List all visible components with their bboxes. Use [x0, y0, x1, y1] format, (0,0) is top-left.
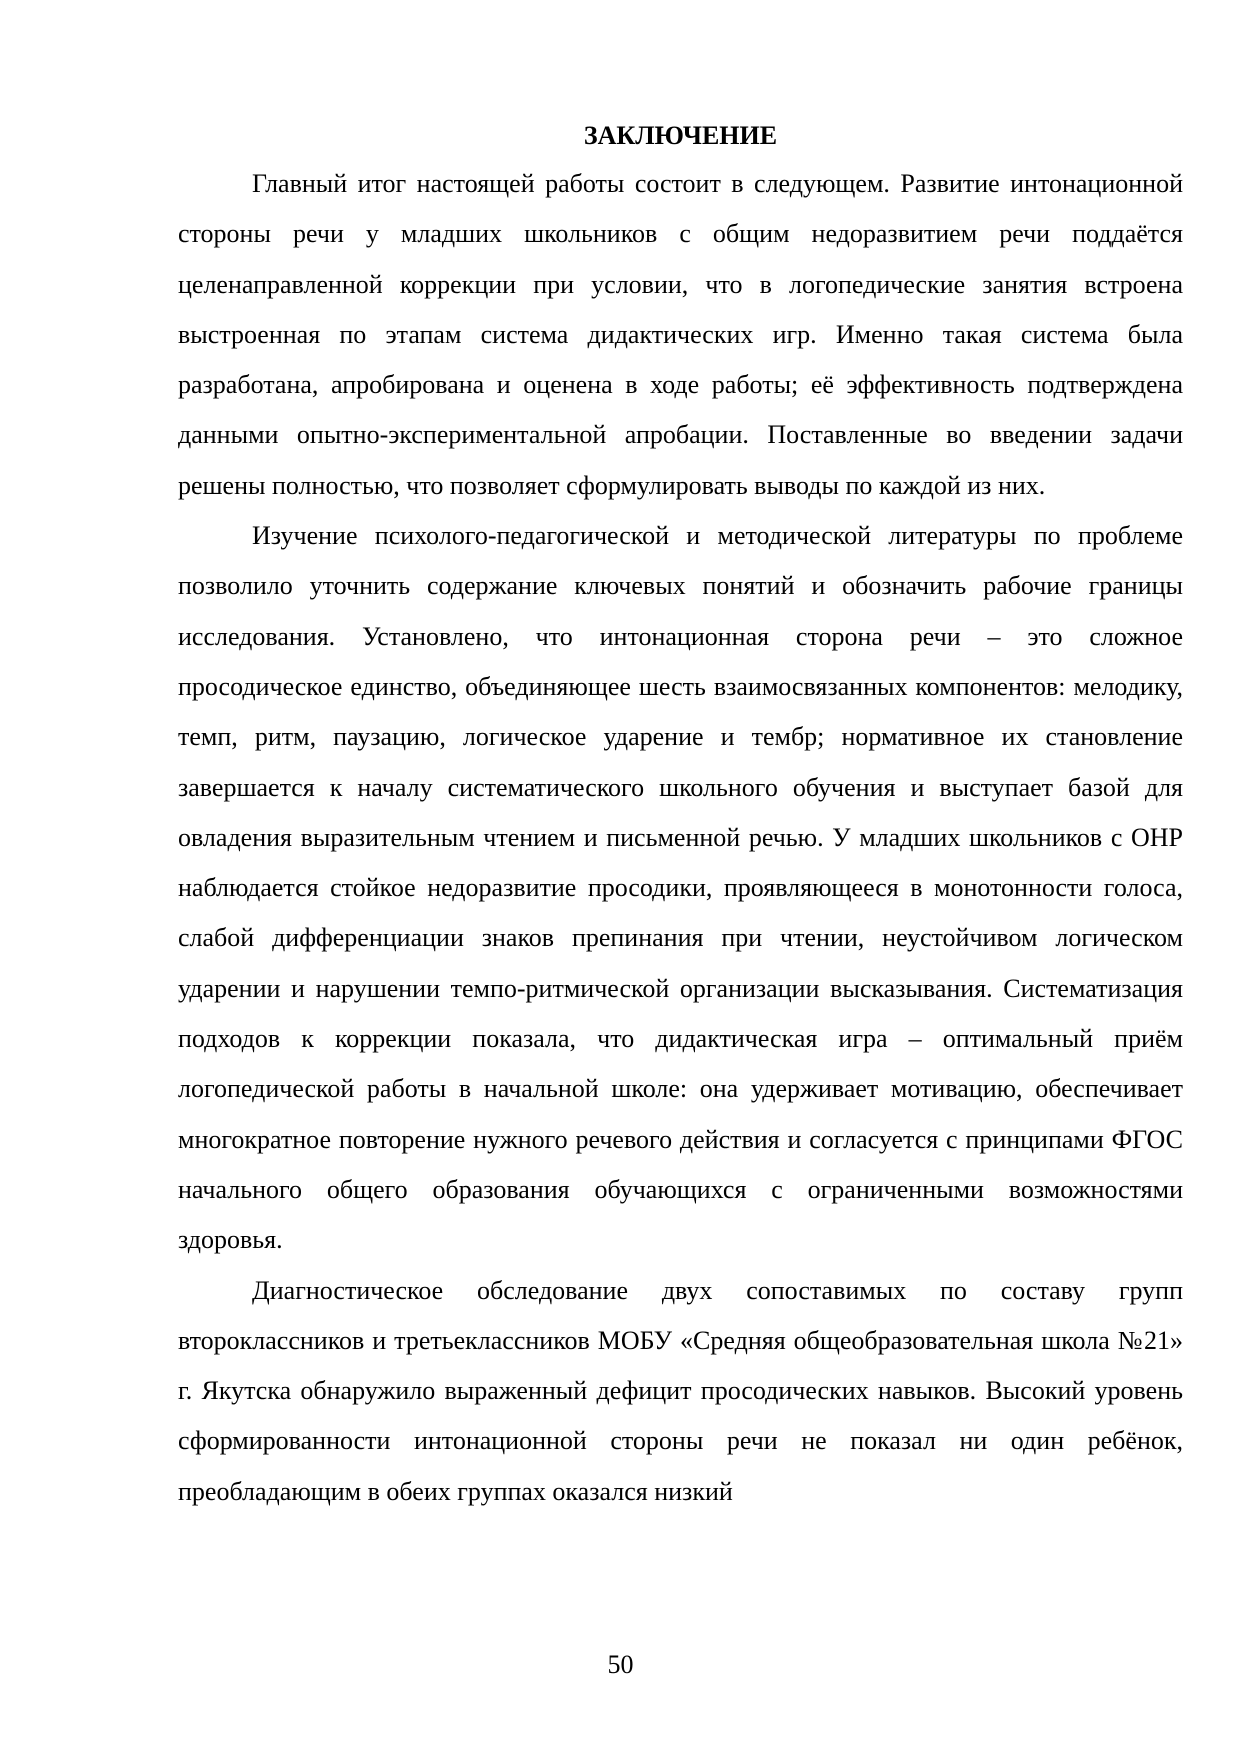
page-number: 50 — [607, 1650, 634, 1679]
paragraph-main-result: Главный итог настоящей работы состоит в следующем. Развитие интонационной стороны речи у младших школьников с общим недоразвитием речи поддаётся целенаправленной коррекции при условии, что в логопедические занятия встроена выстроенная по этапам система дидактических игр. Именно такая система была разработана, апробирована и оценена в ходе работы; её эффективность подтверждена данными опытно-экспериментальной апробации. Поставленные во введении задачи решены полностью, что позволяет сформулировать выводы по каждой из них. — [178, 169, 1183, 500]
paragraph-literature-review: Изучение психолого-педагогической и методической литературы по проблеме позволило уточнить содержание ключевых понятий и обозначить рабочие границы исследования. Установлено, что интонационная сторона речи – это сложное просодическое единство, объединяющее шесть взаимосвязанных компонентов: мелодику, темп, ритм, паузацию, логическое ударение и тембр; нормативное их становление завершается к началу систематического школьного обучения и выступает базой для овладения выразительным чтением и письменной речью. У младших школьников с ОНР наблюдается стойкое недоразвитие просодики, проявляющееся в монотонности голоса, слабой дифференциации знаков препинания при чтении, неустойчивом логическом ударении и нарушении темпо-ритмической организации высказывания. Систематизация подходов к коррекции показала, что дидактическая игра – оптимальный приём логопедической работы в начальной школе: она удерживает мотивацию, обеспечивает многократное повторение нужного речевого действия и согласуется с принципами ФГОС начального общего образования обучающихся с ограниченными возможностями здоровья. — [178, 521, 1183, 1255]
page-content — [178, 113, 1183, 1517]
paragraph-diagnostic-survey: Диагностическое обследование двух сопоставимых по составу групп второклассников и третьеклассников МОБУ «Средняя общеобразовательная школа №21» г. Якутска обнаружило выраженный дефицит просодических навыков. Высокий уровень сформированности интонационной стороны речи не показал ни один ребёнок, преобладающим в обеих группах оказался низкий — [178, 1275, 1183, 1506]
section-heading: ЗАКЛЮЧЕНИЕ — [583, 121, 778, 150]
